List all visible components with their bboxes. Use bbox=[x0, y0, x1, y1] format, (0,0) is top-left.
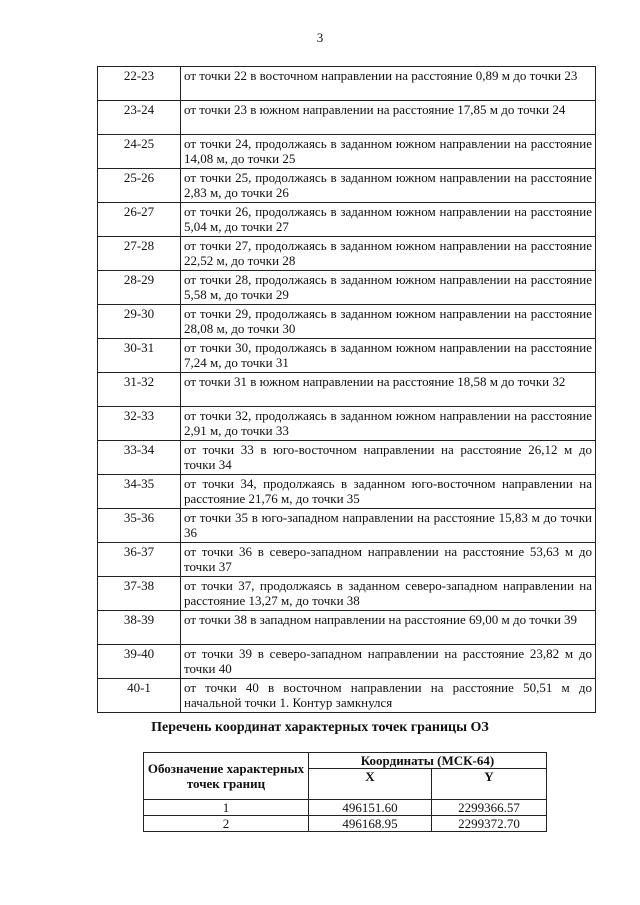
segment-description: от точки 24, продолжаясь в заданном южном направлении на расстояние 14,08 м, до точки 25 bbox=[181, 135, 596, 169]
segment-description: от точки 39 в северо-западном направлении на расстояние 23,82 м до точки 40 bbox=[181, 645, 596, 679]
table-row bbox=[144, 816, 547, 832]
segment-id: 31-32 bbox=[98, 373, 181, 407]
table-row bbox=[98, 339, 596, 373]
table-row bbox=[98, 441, 596, 475]
coordinate-x: 496168.95 bbox=[309, 816, 432, 832]
segment-id: 30-31 bbox=[98, 339, 181, 373]
header-coords: Координаты (МСК-64) bbox=[309, 753, 547, 769]
segment-description: от точки 25, продолжаясь в заданном южном направлении на расстояние 2,83 м, до точки 26 bbox=[181, 169, 596, 203]
segment-id: 32-33 bbox=[98, 407, 181, 441]
table-row bbox=[98, 203, 596, 237]
coordinate-y: 2299366.57 bbox=[432, 800, 547, 816]
segment-id: 38-39 bbox=[98, 611, 181, 645]
segment-description: от точки 33 в юго-восточном направлении на расстояние 26,12 м до точки 34 bbox=[181, 441, 596, 475]
segment-description: от точки 26, продолжаясь в заданном южном направлении на расстояние 5,04 м, до точки 27 bbox=[181, 203, 596, 237]
segment-description: от точки 23 в южном направлении на расстояние 17,85 м до точки 24 bbox=[181, 101, 596, 135]
table-row bbox=[98, 407, 596, 441]
segment-id: 40-1 bbox=[98, 679, 181, 713]
table-row bbox=[98, 135, 596, 169]
segment-id: 25-26 bbox=[98, 169, 181, 203]
segment-description: от точки 36 в северо-западном направлении на расстояние 53,63 м до точки 37 bbox=[181, 543, 596, 577]
segment-id: 33-34 bbox=[98, 441, 181, 475]
table-row bbox=[98, 645, 596, 679]
coordinates-title: Перечень координат характерных точек границы ОЗ bbox=[151, 720, 489, 735]
segment-id: 23-24 bbox=[98, 101, 181, 135]
coordinates-table bbox=[143, 752, 547, 832]
segment-id: 24-25 bbox=[98, 135, 181, 169]
segment-id: 37-38 bbox=[98, 577, 181, 611]
table-row bbox=[98, 271, 596, 305]
segment-description: от точки 38 в западном направлении на расстояние 69,00 м до точки 39 bbox=[181, 611, 596, 645]
table-row bbox=[98, 577, 596, 611]
segment-description: от точки 37, продолжаясь в заданном северо-западном направлении на расстояние 13,27 м, до точки 38 bbox=[181, 577, 596, 611]
segments-table bbox=[97, 66, 596, 713]
table-row bbox=[98, 679, 596, 713]
header-y: Y bbox=[432, 769, 547, 800]
table-row bbox=[98, 373, 596, 407]
segment-description: от точки 22 в восточном направлении на расстояние 0,89 м до точки 23 bbox=[181, 67, 596, 101]
table-row bbox=[98, 475, 596, 509]
header-x: X bbox=[309, 769, 432, 800]
segment-id: 26-27 bbox=[98, 203, 181, 237]
table-row bbox=[98, 611, 596, 645]
segment-description: от точки 31 в южном направлении на расстояние 18,58 м до точки 32 bbox=[181, 373, 596, 407]
segment-description: от точки 35 в юго-западном направлении на расстояние 15,83 м до точки 36 bbox=[181, 509, 596, 543]
table-row bbox=[144, 800, 547, 816]
segment-id: 28-29 bbox=[98, 271, 181, 305]
segment-id: 39-40 bbox=[98, 645, 181, 679]
table-row bbox=[98, 67, 596, 101]
coordinate-point: 1 bbox=[144, 800, 309, 816]
segment-id: 27-28 bbox=[98, 237, 181, 271]
segment-id: 36-37 bbox=[98, 543, 181, 577]
table-row bbox=[98, 543, 596, 577]
table-row bbox=[98, 305, 596, 339]
coordinate-x: 496151.60 bbox=[309, 800, 432, 816]
page-number: 3 bbox=[316, 30, 324, 45]
segment-description: от точки 32, продолжаясь в заданном южном направлении на расстояние 2,91 м, до точки 33 bbox=[181, 407, 596, 441]
coordinate-point: 2 bbox=[144, 816, 309, 832]
segment-description: от точки 29, продолжаясь в заданном южном направлении на расстояние 28,08 м, до точки 30 bbox=[181, 305, 596, 339]
coordinate-y: 2299372.70 bbox=[432, 816, 547, 832]
segment-description: от точки 28, продолжаясь в заданном южном направлении на расстояние 5,58 м, до точки 29 bbox=[181, 271, 596, 305]
segment-description: от точки 34, продолжаясь в заданном юго-восточном направлении на расстояние 21,76 м, до точки 35 bbox=[181, 475, 596, 509]
table-row bbox=[98, 509, 596, 543]
table-row bbox=[98, 101, 596, 135]
header-point: Обозначение характерных точек границ bbox=[144, 753, 309, 800]
segment-id: 35-36 bbox=[98, 509, 181, 543]
segment-id: 22-23 bbox=[98, 67, 181, 101]
segment-description: от точки 40 в восточном направлении на расстояние 50,51 м до начальной точки 1. Контур замкнулся bbox=[181, 679, 596, 713]
segment-id: 29-30 bbox=[98, 305, 181, 339]
segment-description: от точки 27, продолжаясь в заданном южном направлении на расстояние 22,52 м, до точки 28 bbox=[181, 237, 596, 271]
table-row bbox=[98, 169, 596, 203]
segment-description: от точки 30, продолжаясь в заданном южном направлении на расстояние 7,24 м, до точки 31 bbox=[181, 339, 596, 373]
segment-id: 34-35 bbox=[98, 475, 181, 509]
table-row bbox=[98, 237, 596, 271]
coordinates-header-row bbox=[144, 753, 547, 769]
